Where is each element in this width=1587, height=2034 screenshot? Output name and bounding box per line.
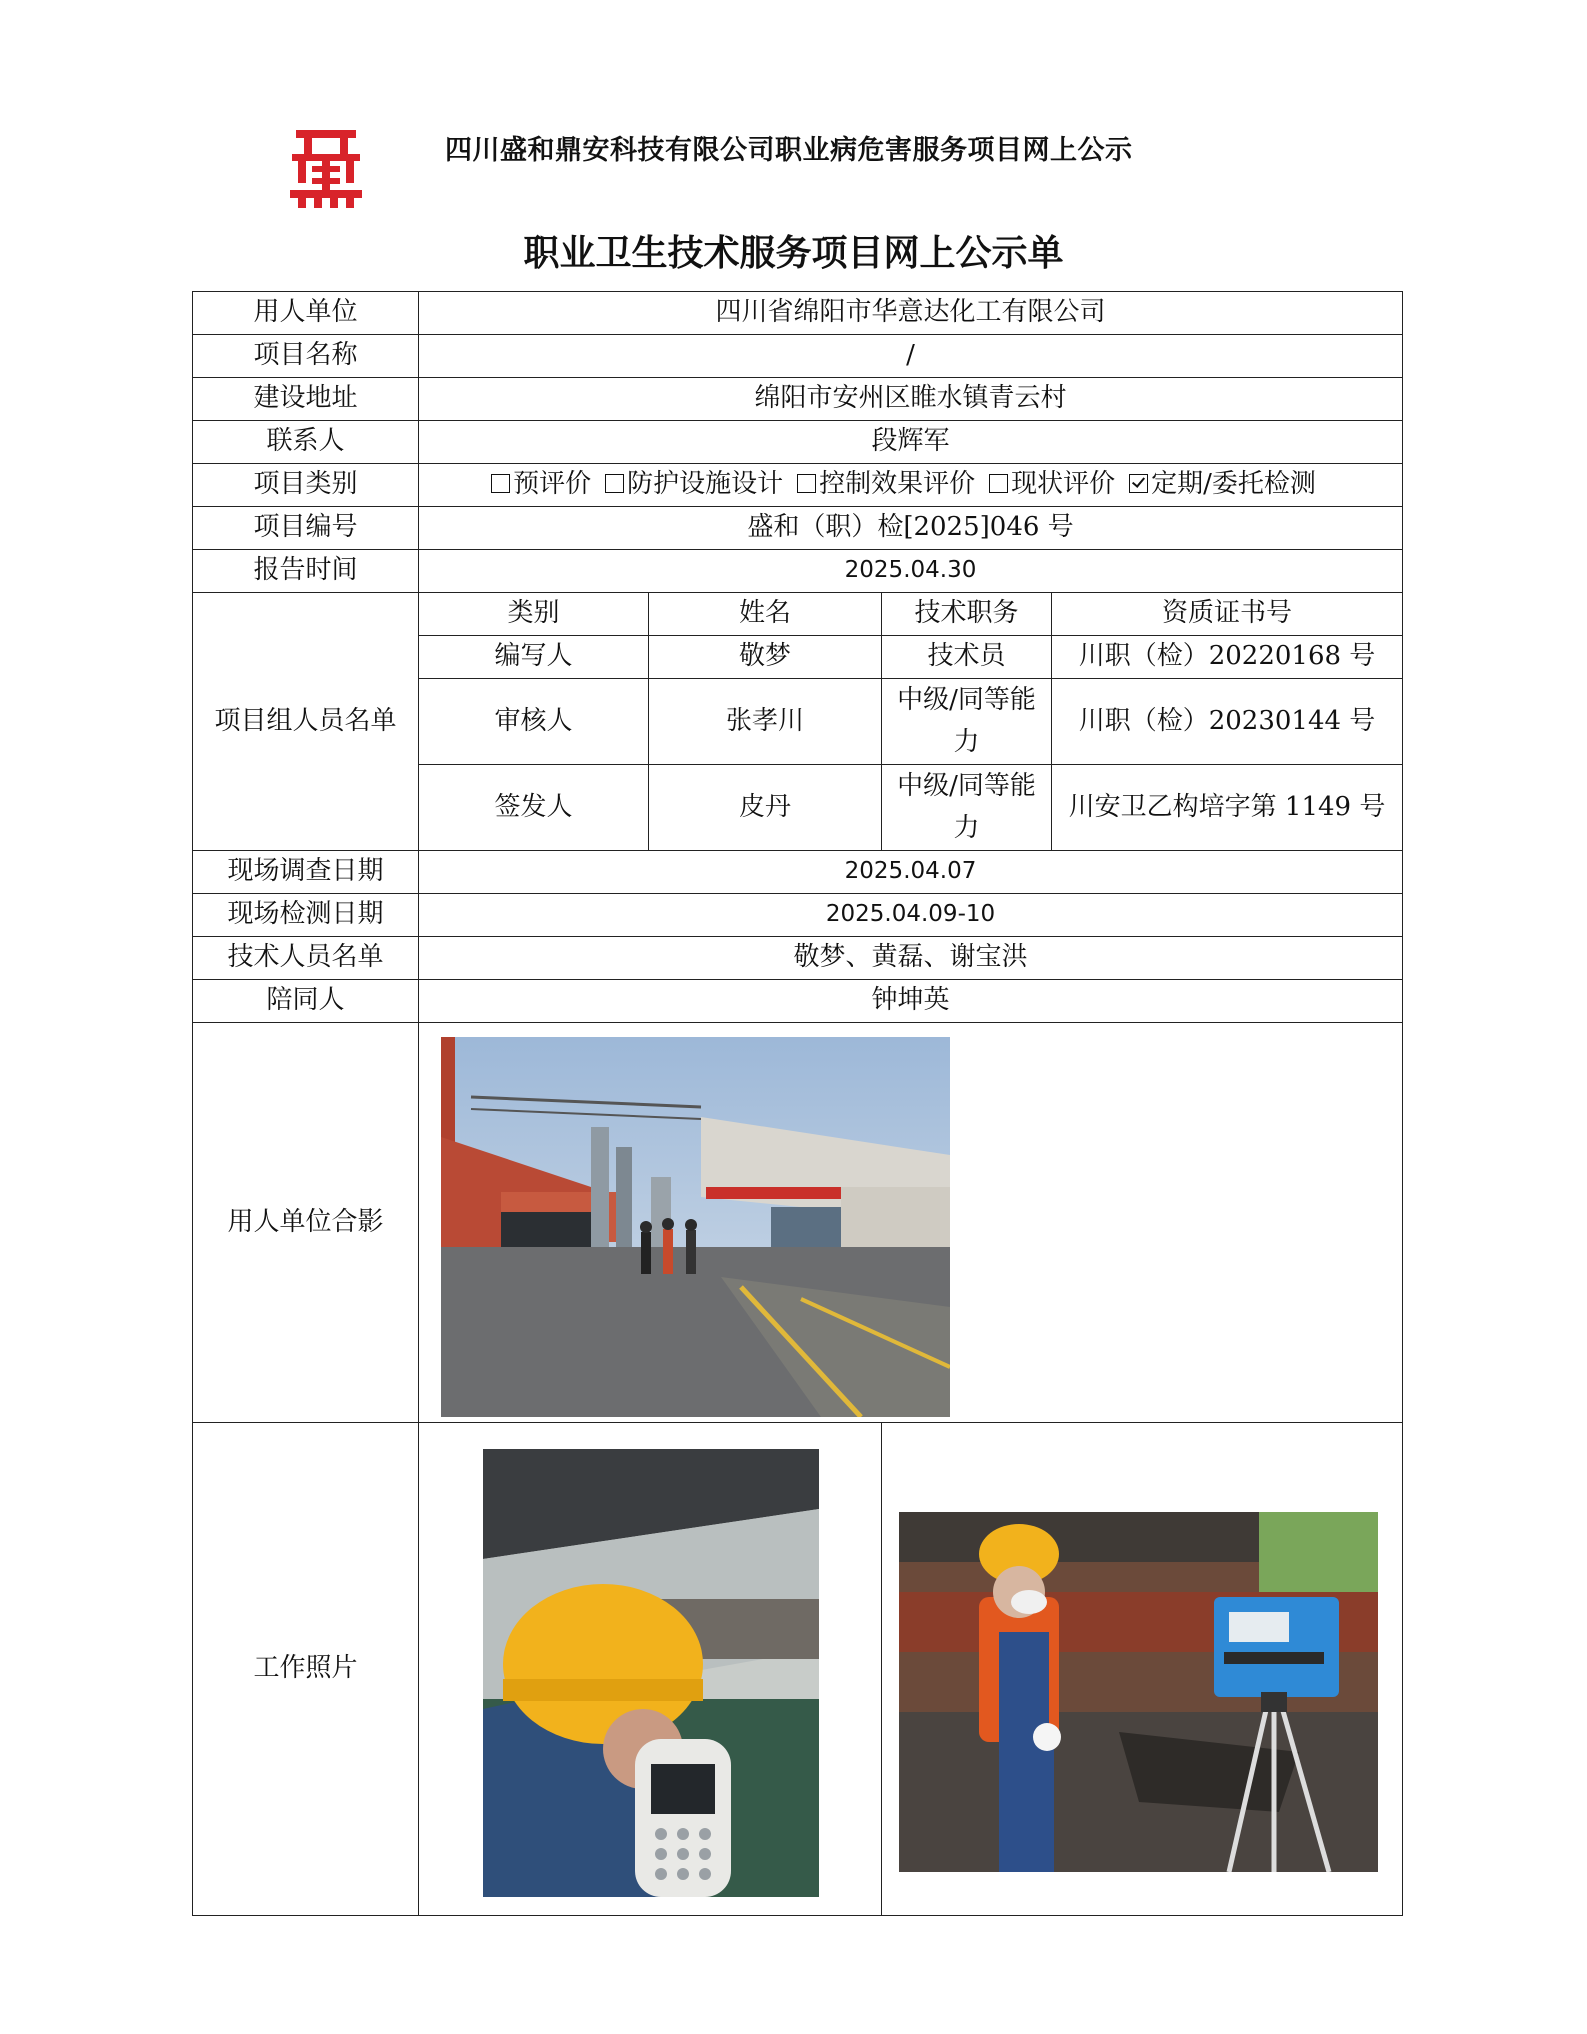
team-header-row	[193, 593, 1403, 636]
member-name: 张孝川	[649, 679, 882, 765]
group-photo-label: 用人单位合影	[193, 1023, 419, 1423]
member-title: 技术员	[882, 636, 1052, 679]
member-cert: 川职（检）20220168 号	[1052, 636, 1403, 679]
row-contact	[193, 421, 1403, 464]
checked-box-icon	[1129, 474, 1148, 493]
category-option	[491, 469, 591, 499]
work-photo-dust-sampler	[899, 1512, 1378, 1872]
technicians-value: 敬梦、黄磊、谢宝洪	[419, 937, 1403, 980]
work-photos-label: 工作照片	[193, 1423, 419, 1916]
escort-value: 钟坤英	[419, 980, 1403, 1023]
category-option-label: 控制效果评价	[819, 469, 976, 500]
row-project-no	[193, 507, 1403, 550]
member-name: 敬梦	[649, 636, 882, 679]
row-test-date	[193, 894, 1403, 937]
row-survey-date	[193, 851, 1403, 894]
test-date-value: 2025.04.09-10	[419, 894, 1403, 937]
company-logo	[288, 128, 364, 208]
row-employer	[193, 292, 1403, 335]
report-time-label: 报告时间	[193, 550, 419, 593]
group-photo	[441, 1037, 950, 1417]
category-option	[989, 469, 1115, 499]
category-option-label: 预评价	[513, 469, 592, 500]
unchecked-box-icon	[491, 474, 510, 493]
row-category	[193, 464, 1403, 507]
escort-label: 陪同人	[193, 980, 419, 1023]
work-photo-noise-meter	[483, 1449, 819, 1897]
category-option-label: 定期/委托检测	[1151, 469, 1316, 500]
member-role: 审核人	[419, 679, 649, 765]
row-address	[193, 378, 1403, 421]
document-title: 职业卫生技术服务项目网上公示单	[523, 232, 1064, 274]
member-role: 签发人	[419, 765, 649, 851]
team-header-role: 类别	[419, 593, 649, 636]
row-project-name	[193, 335, 1403, 378]
project-no-value: 盛和（职）检[2025]046 号	[419, 507, 1403, 550]
test-date-label: 现场检测日期	[193, 894, 419, 937]
category-option	[605, 469, 783, 499]
contact-label: 联系人	[193, 421, 419, 464]
category-option-label: 防护设施设计	[627, 469, 784, 500]
member-cert: 川安卫乙构培字第 1149 号	[1052, 765, 1403, 851]
member-cert: 川职（检）20230144 号	[1052, 679, 1403, 765]
employer-value: 四川省绵阳市华意达化工有限公司	[419, 292, 1403, 335]
report-time-value: 2025.04.30	[419, 550, 1403, 593]
member-name: 皮丹	[649, 765, 882, 851]
address-value: 绵阳市安州区睢水镇青云村	[419, 378, 1403, 421]
category-label: 项目类别	[193, 464, 419, 507]
project-no-label: 项目编号	[193, 507, 419, 550]
category-option-label: 现状评价	[1011, 469, 1116, 500]
technicians-label: 技术人员名单	[193, 937, 419, 980]
category-options	[419, 464, 1403, 507]
survey-date-label: 现场调查日期	[193, 851, 419, 894]
employer-label: 用人单位	[193, 292, 419, 335]
project-name-value: /	[419, 335, 1403, 378]
member-role: 编写人	[419, 636, 649, 679]
row-escort	[193, 980, 1403, 1023]
unchecked-box-icon	[797, 474, 816, 493]
team-label: 项目组人员名单	[193, 593, 419, 851]
team-header-title: 技术职务	[882, 593, 1052, 636]
row-technicians	[193, 937, 1403, 980]
category-option	[1129, 469, 1316, 499]
unchecked-box-icon	[605, 474, 624, 493]
team-header-cert: 资质证书号	[1052, 593, 1403, 636]
company-notice-title: 四川盛和鼎安科技有限公司职业病危害服务项目网上公示	[445, 135, 1133, 166]
team-header-name: 姓名	[649, 593, 882, 636]
category-option	[797, 469, 975, 499]
member-title: 中级/同等能力	[882, 765, 1052, 851]
contact-value: 段辉军	[419, 421, 1403, 464]
unchecked-box-icon	[989, 474, 1008, 493]
row-report-time	[193, 550, 1403, 593]
member-title: 中级/同等能力	[882, 679, 1052, 765]
survey-date-value: 2025.04.07	[419, 851, 1403, 894]
address-label: 建设地址	[193, 378, 419, 421]
project-name-label: 项目名称	[193, 335, 419, 378]
